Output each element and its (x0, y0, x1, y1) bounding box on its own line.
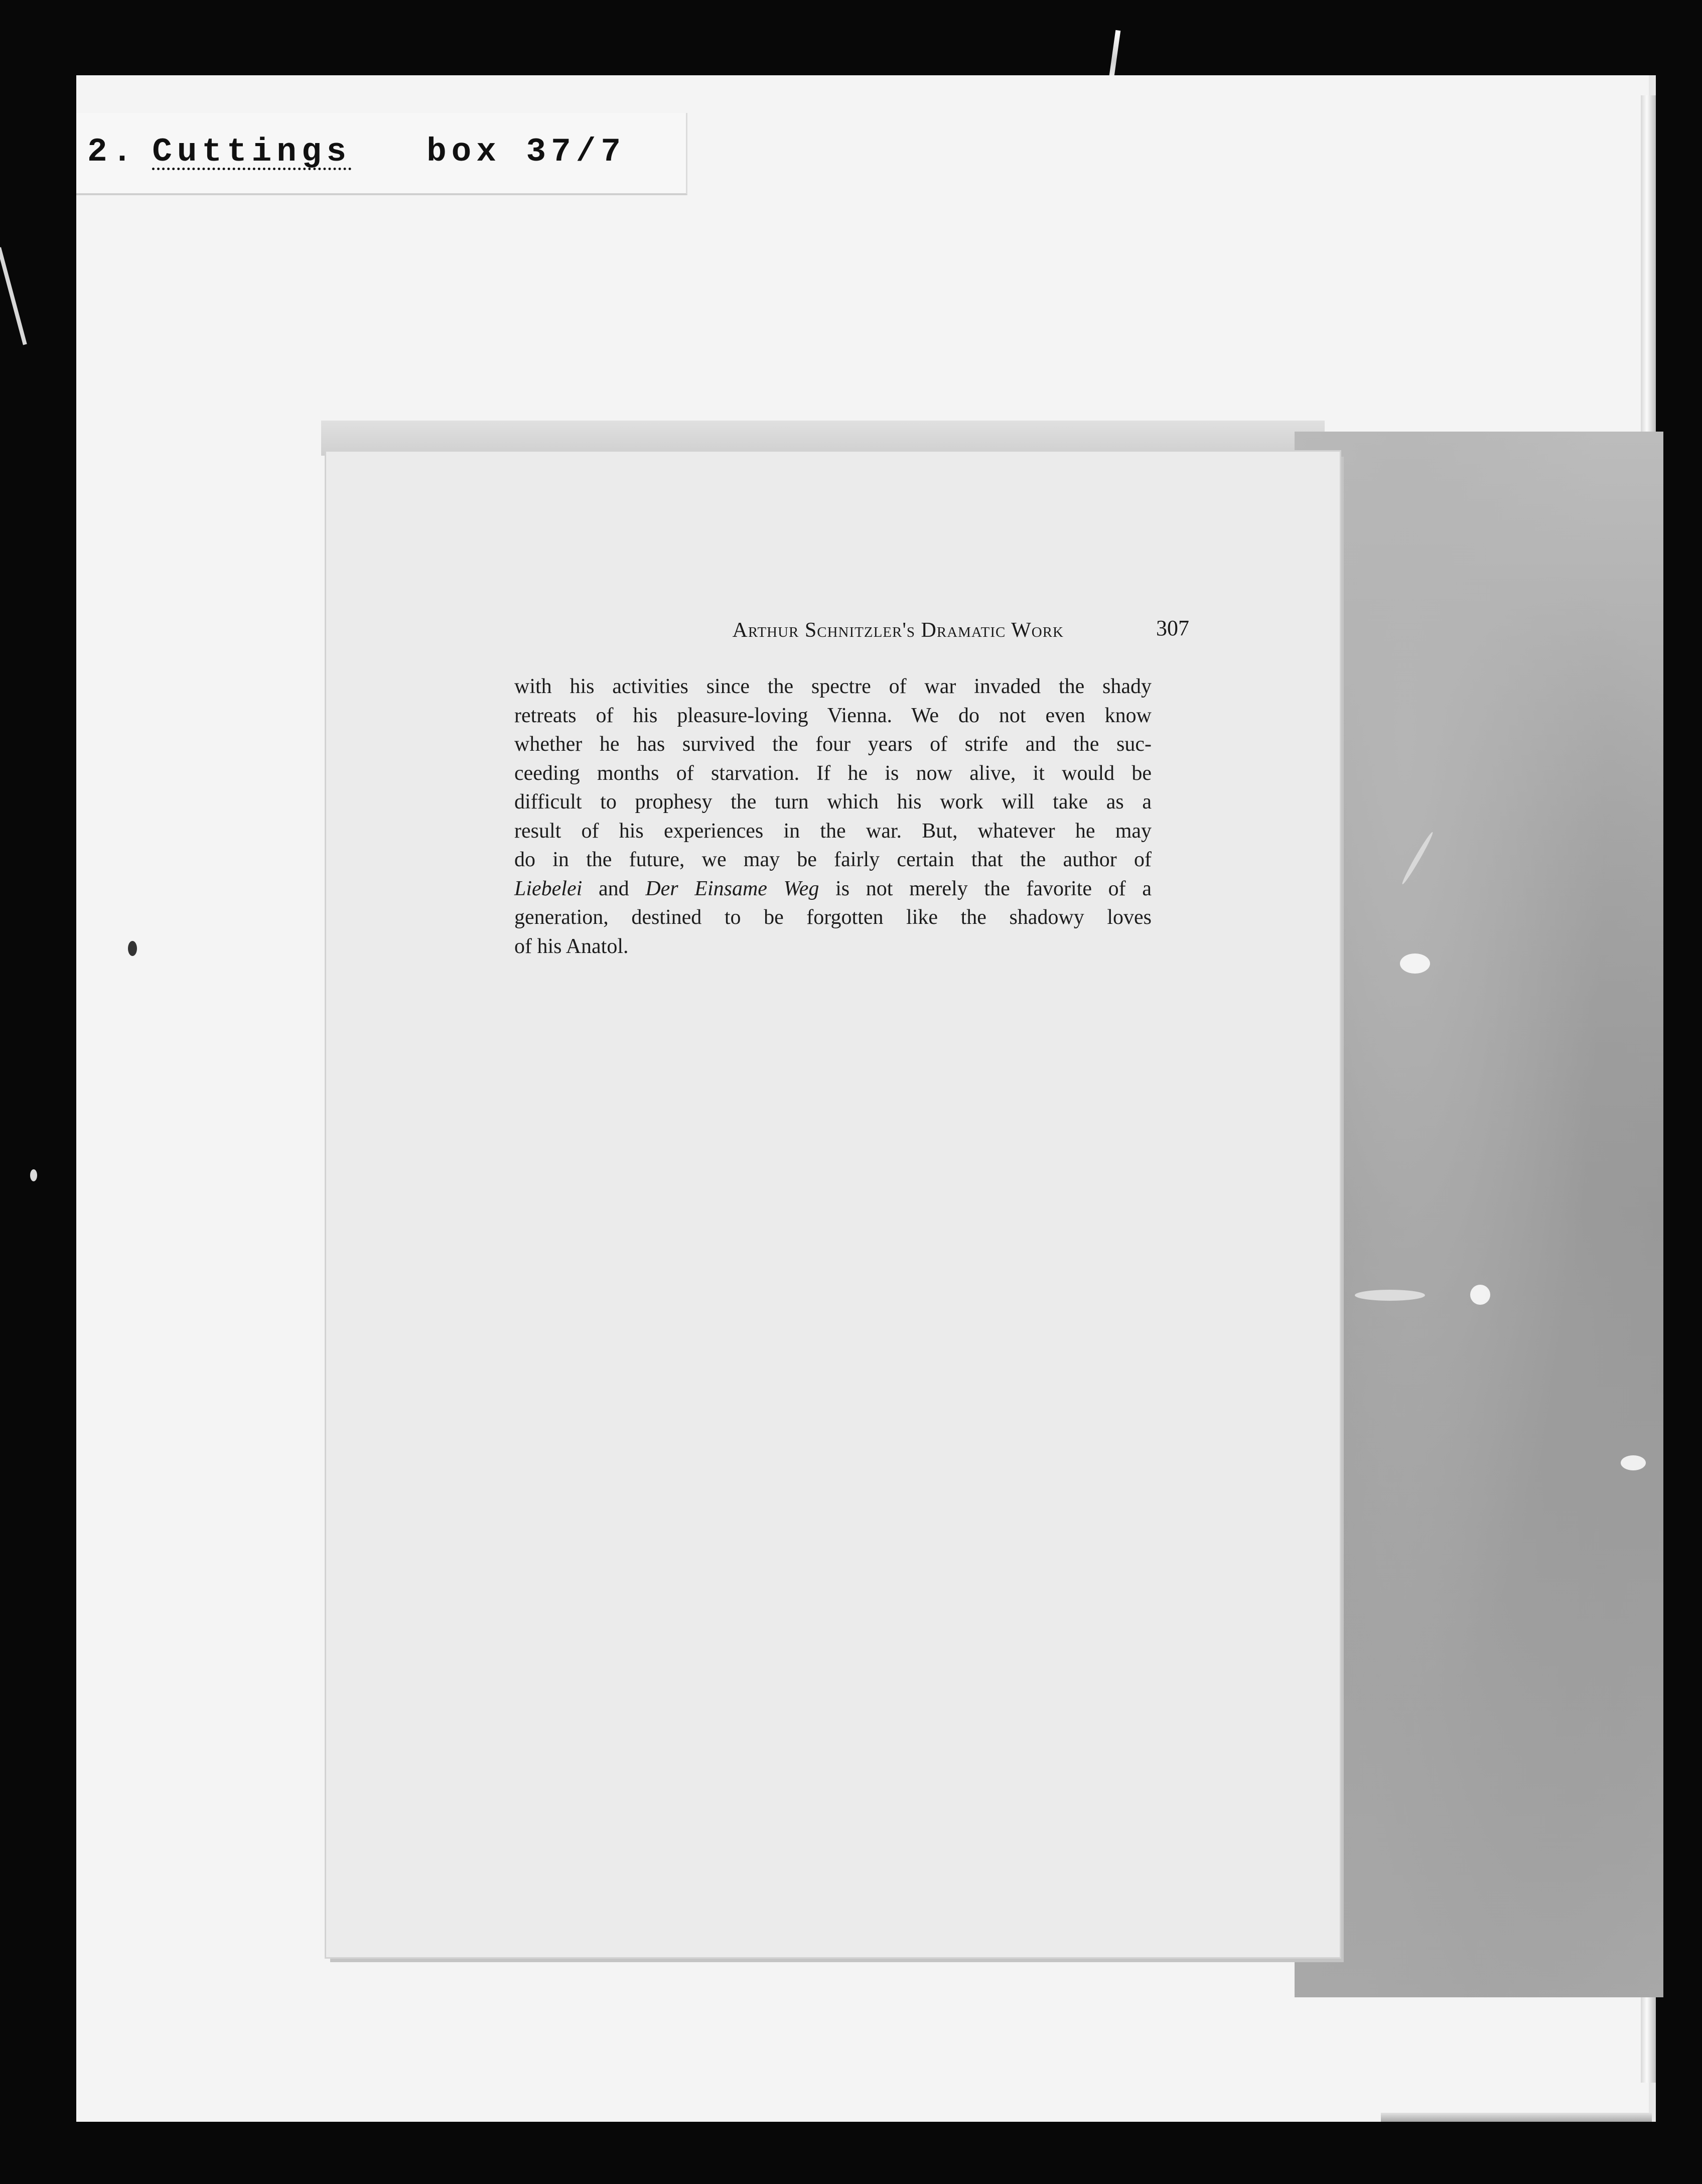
text-line: generation, destined to be forgotten like the shadowy loves (514, 906, 1152, 929)
text-line: whether he has survived the four years of strife and the suc- (514, 733, 1152, 756)
text-line: do in the future, we may be fairly certain that the author of (514, 848, 1152, 871)
clipping-page (326, 452, 1340, 1957)
archive-label (76, 113, 687, 195)
scan-speck (1400, 953, 1430, 974)
text-fragment: and (582, 877, 646, 900)
label-number: 2. (87, 133, 137, 171)
scan-speck (1355, 1290, 1425, 1301)
label-box: box 37/7 (427, 133, 626, 171)
scan-speck (30, 1169, 37, 1181)
archive-label-text (87, 133, 626, 171)
label-category: Cuttings (152, 133, 352, 171)
scan-background-block (1295, 432, 1663, 1997)
scan-speck (1470, 1285, 1490, 1305)
running-head-title: Arthur Schnitzler's Dramatic Work (732, 619, 1064, 642)
text-line (514, 875, 1152, 904)
text-line: retreats of his pleasure-loving Vienna. We do not even know (514, 704, 1152, 727)
italic-title-einsame-weg: Der Einsame Weg (645, 877, 819, 900)
scan-speck (128, 941, 137, 956)
text-line: with his activities since the spectre of war invaded the shady (514, 675, 1152, 698)
text-line: result of his experiences in the war. But, whatever he may (514, 819, 1152, 843)
text-line: ceeding months of starvation. If he is now alive, it would be (514, 761, 1152, 785)
page-number: 307 (1156, 616, 1189, 640)
text-fragment: is not merely the favorite of a (819, 877, 1152, 900)
body-paragraph (514, 672, 1152, 961)
scan-shadow-top (321, 421, 1325, 456)
film-scratch (0, 247, 27, 345)
sheet-bottom-edge (1381, 2113, 1652, 2122)
text-line: of his Anatol. (514, 934, 629, 958)
scan-speck (1621, 1455, 1646, 1470)
text-line: difficult to prophesy the turn which his work will take as a (514, 790, 1152, 813)
italic-title-liebelei: Liebelei (514, 877, 583, 900)
